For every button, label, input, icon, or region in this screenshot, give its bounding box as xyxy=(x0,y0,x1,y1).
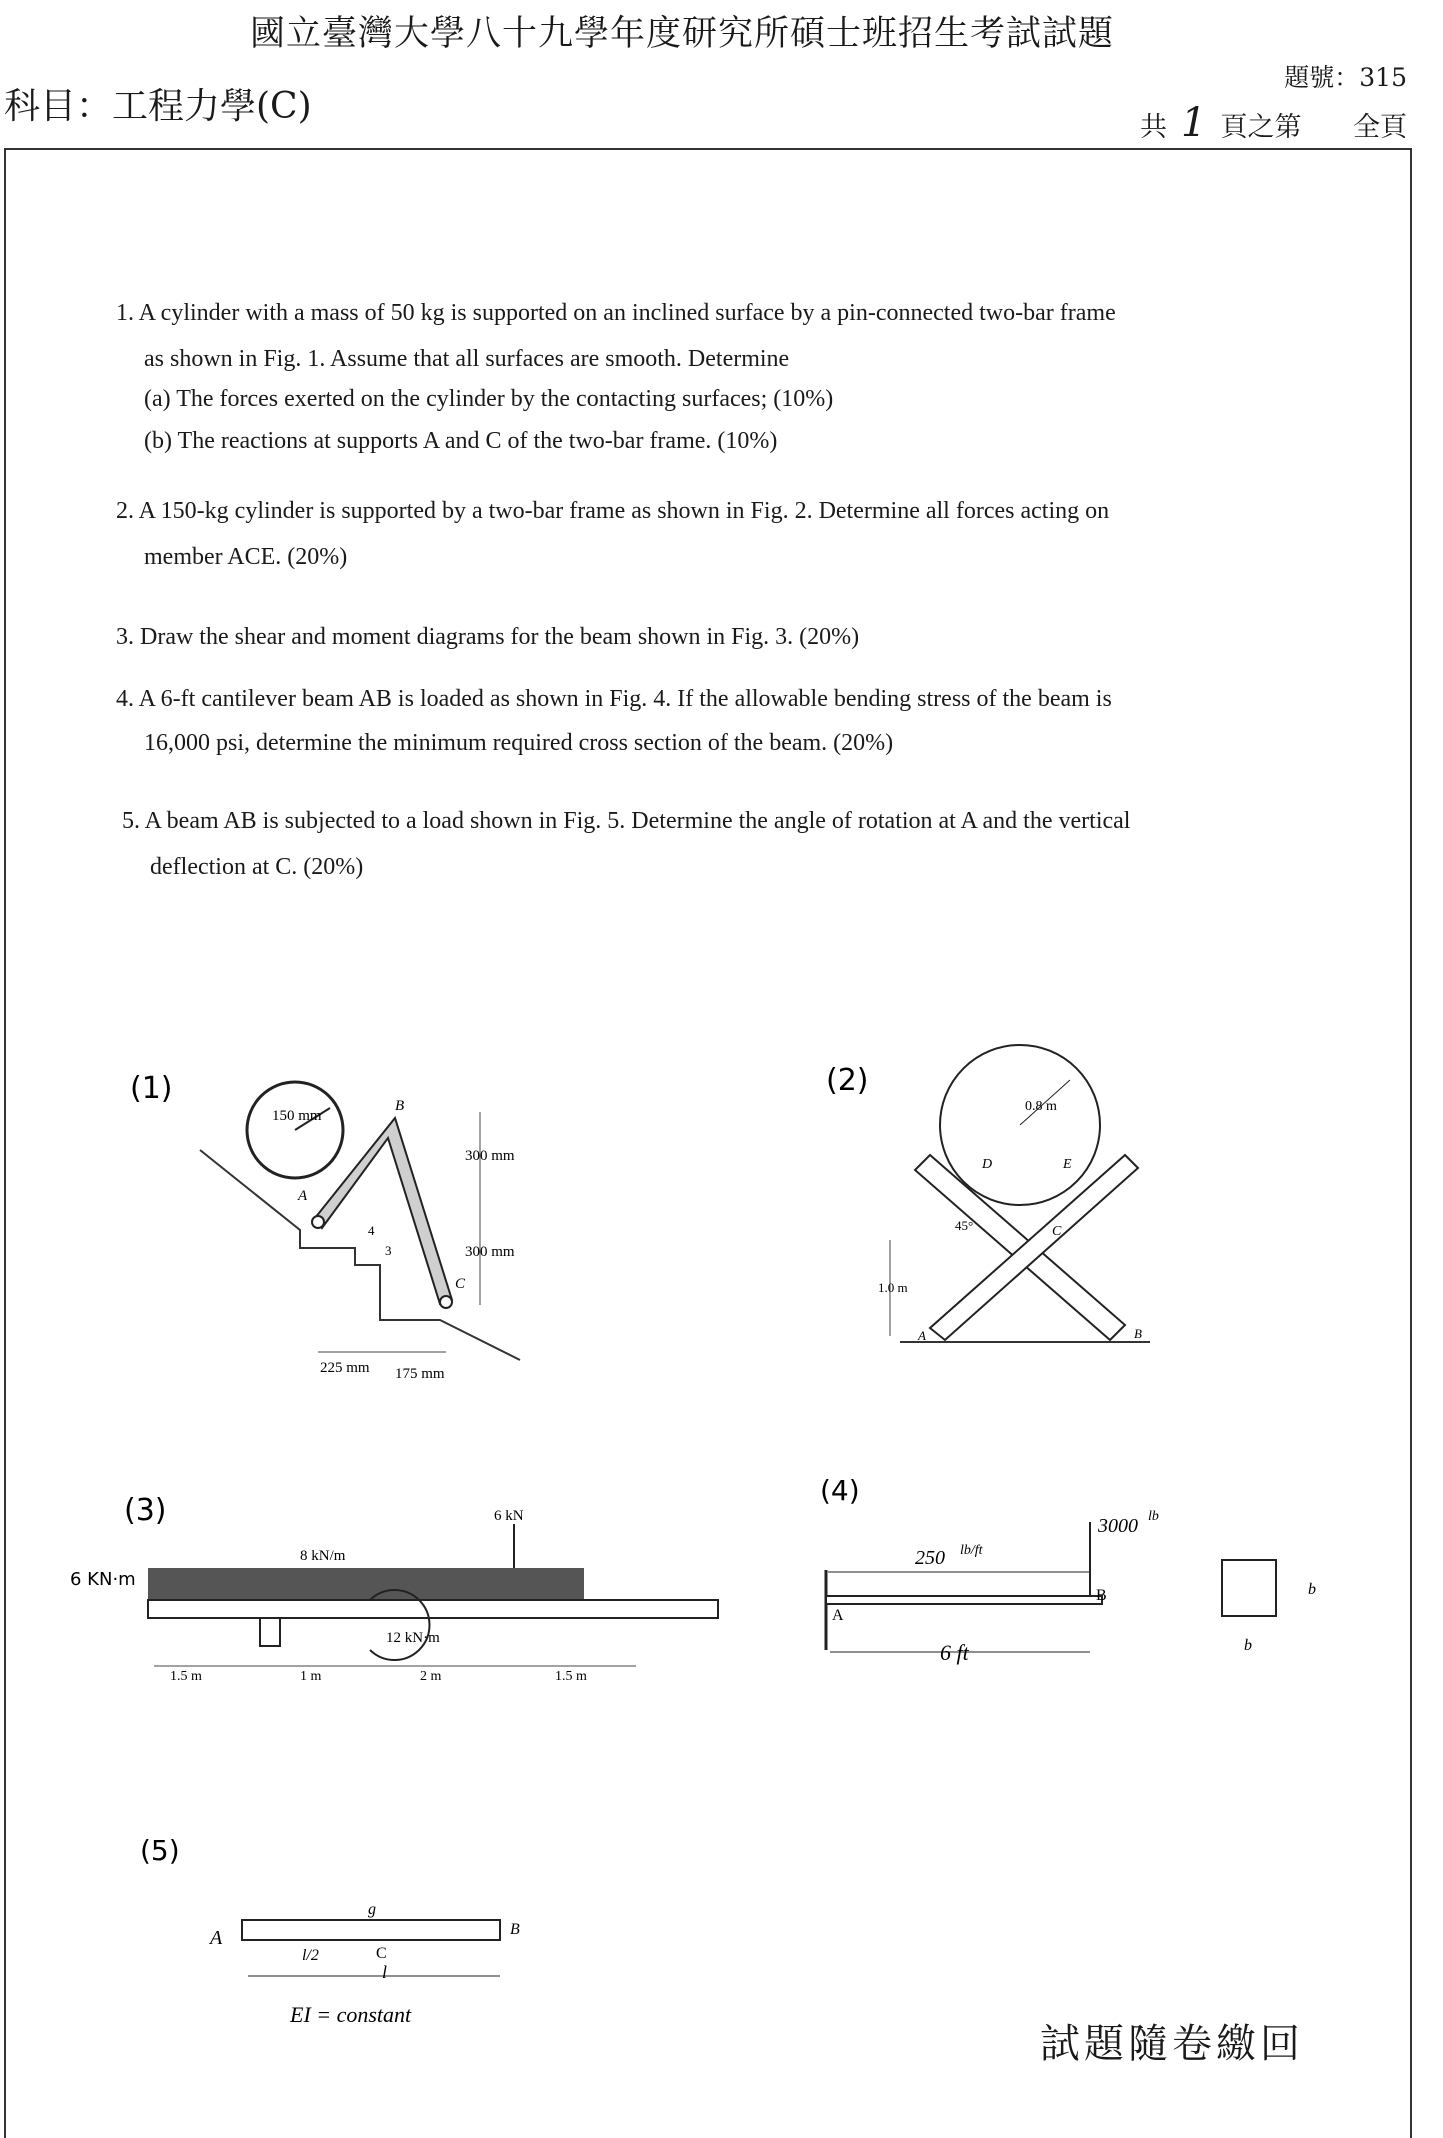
fig5-full: l xyxy=(382,1962,388,1982)
fig1-C: C xyxy=(455,1276,466,1292)
pages-suffix: 全頁 xyxy=(1353,112,1407,143)
exam-title: 國立臺灣大學八十九學年度研究所碩士班招生考試試題 xyxy=(250,14,1115,54)
q5-line2: deflection at C. (20%) xyxy=(150,854,364,880)
pages-middle: 頁之第 xyxy=(1220,112,1302,143)
figure-2-drawing xyxy=(820,1060,1180,1360)
fig5-A: A xyxy=(210,1927,223,1949)
fig5-label: (5) xyxy=(140,1834,180,1867)
figure-4-drawing xyxy=(810,1470,1350,1690)
fig3-point-load: 6 kN xyxy=(494,1508,524,1524)
figure-1-drawing xyxy=(130,1070,560,1390)
return-note: 試題隨卷繳回 xyxy=(1040,2021,1304,2067)
fig4-point-unit: lb xyxy=(1148,1509,1159,1524)
fig5-half: l/2 xyxy=(302,1947,319,1964)
fig2-E: E xyxy=(1063,1157,1072,1172)
fig1-A: A xyxy=(298,1188,308,1204)
question-3 xyxy=(116,620,859,654)
fig3-d1: 1.5 m xyxy=(170,1669,202,1684)
fig5-beam xyxy=(242,1920,500,1940)
fig4-dist-unit: lb/ft xyxy=(960,1543,983,1558)
fig2-label: (2) xyxy=(826,1063,869,1098)
fig3-distributed-load xyxy=(148,1568,584,1600)
fig2-B: B xyxy=(1134,1326,1142,1341)
fig2-height: 1.0 m xyxy=(878,1280,908,1295)
fig2-radius: 0.8 m xyxy=(1025,1099,1057,1114)
fig4-A: A xyxy=(832,1607,844,1624)
fig3-d2: 1 m xyxy=(300,1669,322,1684)
fig4-point-load: 3000 xyxy=(1098,1515,1138,1537)
fig1-h2: 300 mm xyxy=(465,1244,515,1260)
figure-5-drawing xyxy=(130,1830,550,2050)
fig1-B: B xyxy=(395,1098,405,1114)
fig5-load: g xyxy=(368,1901,376,1918)
figure-3-drawing xyxy=(70,1490,670,1700)
question-4 xyxy=(116,682,1112,760)
fig5-B: B xyxy=(510,1921,520,1938)
fig1-label: (1) xyxy=(130,1071,173,1106)
pages-count: 1 xyxy=(1181,100,1207,146)
q1-line1: 1. A cylinder with a mass of 50 kg is supported on an inclined surface by a pin-connected two-bar frame xyxy=(116,300,1116,326)
fig4-B: B xyxy=(1096,1587,1107,1604)
fig3-d3: 2 m xyxy=(420,1669,442,1684)
figure-3 xyxy=(70,1490,670,1700)
q2-line2: member ACE. (20%) xyxy=(144,544,348,570)
fig3-dist-load: 8 kN/m xyxy=(300,1548,346,1564)
fig1-w1: 225 mm xyxy=(320,1360,370,1376)
fig1-rise: 3 xyxy=(385,1243,392,1258)
q5-line1: 5. A beam AB is subjected to a load shown in Fig. 5. Determine the angle of rotation at A and the vertical xyxy=(122,808,1131,834)
fig5-C: C xyxy=(376,1945,387,1962)
fig2-D: D xyxy=(982,1157,993,1172)
fig5-ei: EI = constant xyxy=(290,2002,412,2027)
q4-line2: 16,000 psi, determine the minimum required cross section of the beam. (20%) xyxy=(144,730,894,756)
fig3-d4: 1.5 m xyxy=(555,1669,587,1684)
fig4-dist-load: 250 xyxy=(915,1547,945,1569)
page-count xyxy=(1140,100,1407,146)
fig4-label: (4) xyxy=(820,1474,860,1507)
fig2-angle: 45° xyxy=(955,1218,974,1233)
figure-4 xyxy=(810,1470,1350,1690)
fig4-cross-section xyxy=(1222,1560,1276,1616)
question-2 xyxy=(116,494,1109,574)
fig4-beam xyxy=(826,1596,1102,1604)
question-1 xyxy=(116,296,1116,458)
subject-label: 科目：工程力學(C) xyxy=(4,86,312,127)
q1-part-a: (a) The forces exerted on the cylinder by the contacting surfaces; (10%) xyxy=(144,386,834,412)
fig1-run: 4 xyxy=(368,1223,375,1238)
figure-2 xyxy=(820,1060,1180,1360)
fig3-moment-left: 6 KN·m xyxy=(70,1569,136,1590)
fig3-beam xyxy=(148,1600,718,1618)
fig2-A: A xyxy=(918,1328,926,1343)
q1-line2: as shown in Fig. 1. Assume that all surfaces are smooth. Determine xyxy=(144,346,790,372)
fig4-side-w: b xyxy=(1244,1637,1252,1654)
figure-5 xyxy=(130,1830,550,2050)
question-5 xyxy=(122,804,1130,884)
fig4-length: 6 ft xyxy=(940,1640,969,1665)
fig3-label: (3) xyxy=(124,1493,167,1528)
fig1-h1: 300 mm xyxy=(465,1148,515,1164)
fig1-w2: 175 mm xyxy=(395,1366,445,1382)
question-number: 題號：315 xyxy=(1284,63,1407,92)
fig3-moment-mid: 12 kN·m xyxy=(386,1630,440,1646)
fig1-radius: 150 mm xyxy=(272,1108,322,1124)
q4-line1: 4. A 6-ft cantilever beam AB is loaded as shown in Fig. 4. If the allowable bending stress of the beam is xyxy=(116,686,1112,712)
figure-1 xyxy=(130,1070,560,1390)
pages-prefix: 共 xyxy=(1140,112,1168,143)
fig2-C: C xyxy=(1052,1224,1062,1239)
q1-part-b: (b) The reactions at supports A and C of the two-bar frame. (10%) xyxy=(144,428,778,454)
q3-line1: 3. Draw the shear and moment diagrams for the beam shown in Fig. 3. (20%) xyxy=(116,624,860,650)
fig4-side-h: b xyxy=(1308,1581,1316,1598)
q2-line1: 2. A 150-kg cylinder is supported by a two-bar frame as shown in Fig. 2. Determine all forces acting on xyxy=(116,498,1110,524)
